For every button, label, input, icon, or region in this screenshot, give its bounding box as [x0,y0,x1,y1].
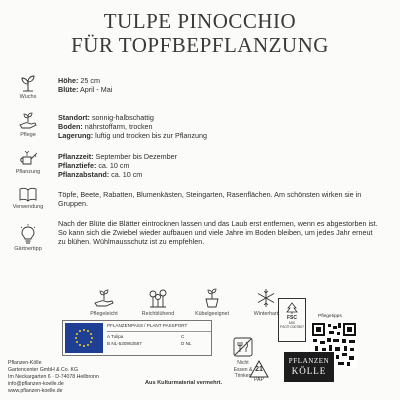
recycling-badge [244,360,274,383]
standort-value: sonnig-halbschattig [89,113,154,122]
bluete-value: April - Mai [78,85,113,94]
verwendung-label: Verwendung [12,204,44,210]
lagerung-key: Lagerung: [58,131,94,140]
verwendung-text: Töpfe, Beete, Rabatten, Blumenkästen, Steingarten, Rasenflächen. Am schönsten wirken sie in Gruppen. [58,190,362,209]
passport-b: B NL-530953587 [107,341,142,346]
pflanzung-info [58,152,378,179]
recycling-number: 21 [255,366,263,373]
hand-plant-icon [18,112,38,130]
pflege-icon-group [6,112,50,138]
book-icon [18,186,38,202]
feature-pflegeleicht [78,288,130,317]
wuchs-label: Wuchs [19,94,37,100]
wuchs-icon-group [6,74,50,100]
no-eating-icon [232,336,254,358]
feature-winterhart-label: Winterhart [253,311,279,317]
flowers-icon [146,288,170,308]
pflanzzeit-value: September bis Dezember [93,152,178,161]
fsc-badge [278,298,306,342]
plant-icon [19,74,37,92]
fsc-mix: MIX [288,321,296,325]
passport-c: C [181,334,185,339]
pflanzen-koelle-logo [284,352,334,382]
company-email[interactable]: info@pflanzen-koelle.de [8,381,64,387]
fsc-label: FSC [287,315,297,321]
passport-divider [107,331,211,332]
pflanztiefe-key: Pflanztiefe: [58,161,97,170]
pflege-info [58,113,378,140]
pflegetipps-label: Pflegetipps [318,314,342,319]
feature-kuebelgeeignet [186,288,238,317]
company-legal: Gartencenter GmbH & Co. KG [8,367,79,373]
snowflake-icon [256,288,276,308]
eu-stars-icon [65,323,103,353]
pflanzung-label: Pflanzung [15,169,41,175]
company-name: Pflanzen-Kölle [8,360,42,366]
plant-passport [62,320,212,356]
fsc-tree-icon [285,302,299,314]
gaertnertipp-label: Gärtnertipp [14,246,42,252]
boden-key: Boden: [58,122,83,131]
logo-line2: KÖLLE [291,366,327,376]
verwendung-icon-group [6,186,50,210]
fsc-code: FSC® C007807 [280,325,304,329]
pflanzung-icon-group [6,149,50,175]
hoehe-value: 25 cm [78,76,100,85]
pflanzabstand-key: Pflanzabstand: [58,170,110,179]
pot-icon [202,288,222,308]
nicht-essen-line2: Essen & Trinken [233,366,253,379]
company-website[interactable]: www.pflanzen-koelle.de [8,388,63,394]
passport-a: A Tulipa [107,334,124,339]
nicht-essen-line1: Nicht [237,360,249,366]
boden-value: nährstoffarm, trocken [82,122,153,131]
eu-flag-icon [65,323,103,353]
standort-key: Standort: [58,113,90,122]
bluete-key: Blüte: [58,85,79,94]
company-address [8,360,99,395]
lightbulb-icon [19,224,37,244]
wuchs-info [58,76,378,94]
logo-line1: PFLANZEN [288,357,330,365]
pflanzabstand-value: ca. 10 cm [109,170,143,179]
feature-kuebelgeeignet-label: Kübelgeeignet [195,311,229,317]
recycling-label: PAP [254,377,264,383]
passport-d: D NL [181,341,192,346]
hand-plant-icon [93,288,115,308]
hoehe-key: Höhe: [58,76,79,85]
feature-pflegeleicht-label: Pflegeleicht [90,311,118,317]
pflanzzeit-key: Pflanzzeit: [58,152,94,161]
product-title-line1: TULPE PINOCCHIO [103,9,297,33]
pflanztiefe-value: ca. 10 cm [96,161,130,170]
watering-can-icon [18,149,38,167]
gaertnertipp-text: Nach der Blüte die Blätter eintrocknen lassen und das Laub erst entfernen, wenn es abgestorben ist. So kann sich die Zwiebel wieder aufbauen und viele Jahre im Boden bleiben, um jedes Jahr erneut zu blühen. Wühlmausschutz ist zu empfehlen. [58,219,378,247]
feature-reichbluehend [132,288,184,317]
gaertnertipp-icon-group [6,224,50,252]
passport-title: PFLANZENPASS / PLANT PASSPORT [107,323,188,328]
product-title-line2: FÜR TOPFBEPFLANZUNG [71,33,329,57]
company-street: Im Neckargarten 6 · D-74078 Heilbronn [8,374,99,380]
lagerung-value: luftig und trocken bis zur Pflanzung [93,131,208,140]
pflege-label: Pflege [20,132,36,138]
feature-reichbluehend-label: Reichblühend [141,311,175,317]
kultur-note: Aus Kulturmaterial vermehrt. [145,380,223,386]
